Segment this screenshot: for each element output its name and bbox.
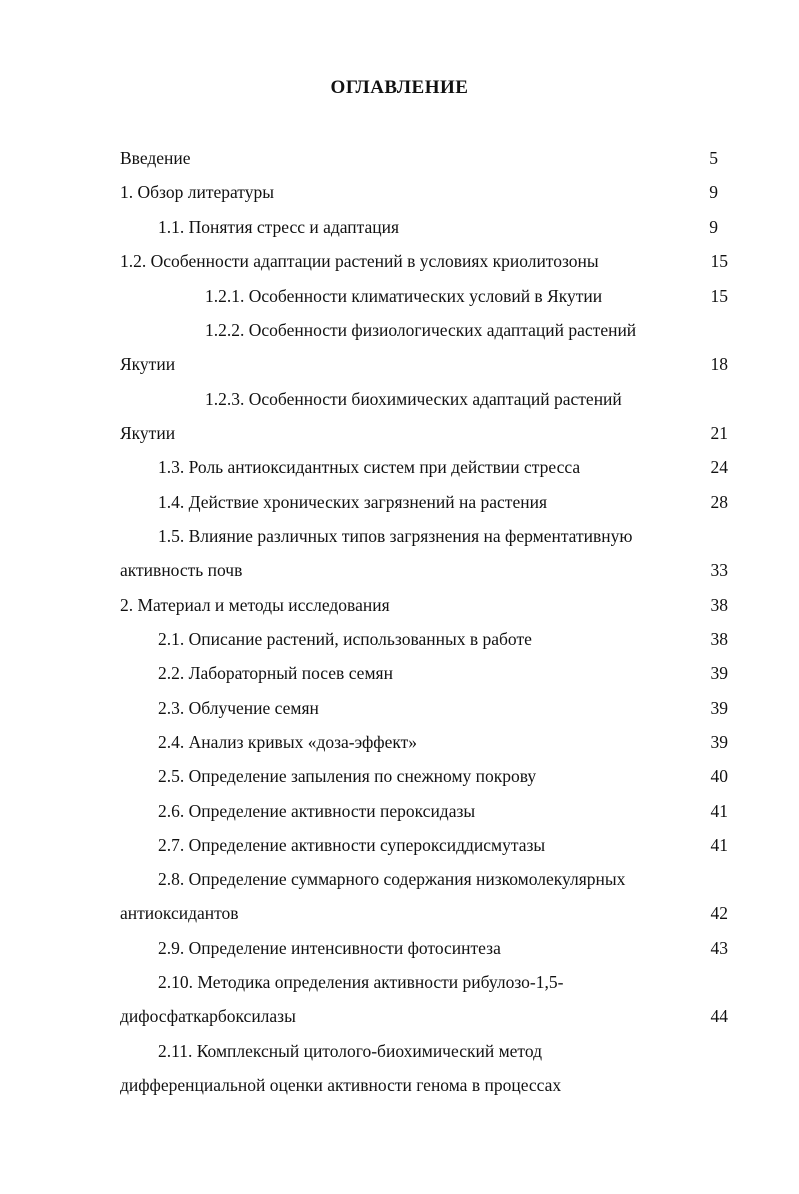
toc-entry-text: 1.2.2. Особенности физиологических адаптаций растений <box>205 320 637 340</box>
toc-entry-page: 5 <box>709 148 718 168</box>
toc-entry-text: 1. Обзор литературы <box>120 182 274 202</box>
toc-entry-text: 2.8. Определение суммарного содержания низкомолекулярных <box>158 869 626 889</box>
toc-entry-text: 2.2. Лабораторный посев семян <box>158 663 393 683</box>
toc-entry-text: 2.10. Методика определения активности рибулозо-1,5- <box>158 972 564 992</box>
toc-entry-page: 41 <box>710 801 728 821</box>
toc-entry-page: 33 <box>710 560 728 580</box>
toc-entry-page: 15 <box>710 286 728 306</box>
toc-entry-text: Введение <box>120 148 191 168</box>
toc-entry-text: 2.1. Описание растений, использованных в работе <box>158 629 532 649</box>
toc-entry-text: 2.11. Комплексный цитолого-биохимический метод <box>158 1041 542 1061</box>
toc-entry-text: дифференциальной оценки активности генома в процессах <box>120 1075 562 1095</box>
toc-entry-text: 2. Материал и методы исследования <box>120 595 390 615</box>
toc-entry-page: 15 <box>710 251 728 271</box>
toc-entry-page: 38 <box>710 629 728 649</box>
toc-entry-text: 1.2.3. Особенности биохимических адаптаций растений <box>205 389 622 409</box>
toc-entry-page: 44 <box>710 1006 728 1026</box>
toc-entry-text: 2.5. Определение запыления по снежному покрову <box>158 766 537 786</box>
toc-entry-page: 39 <box>710 663 728 683</box>
toc-entry-text: 1.2.1. Особенности климатических условий в Якутии <box>205 286 603 306</box>
toc-entry-page: 40 <box>710 766 728 786</box>
toc-entry-text: Якутии <box>120 354 176 374</box>
toc-entry-text: 2.3. Облучение семян <box>158 698 319 718</box>
page-title: ОГЛАВЛЕНИЕ <box>330 77 469 98</box>
toc-entry-page: 18 <box>710 354 728 374</box>
toc-entry-text: Якутии <box>120 423 176 443</box>
toc-entry-text: 1.3. Роль антиоксидантных систем при действии стресса <box>158 457 581 477</box>
toc-entry-page: 24 <box>710 457 728 477</box>
toc-entry-text: 1.2. Особенности адаптации растений в условиях криолитозоны <box>120 251 599 271</box>
toc-entry-text: активность почв <box>120 560 243 580</box>
toc-entry-page: 38 <box>710 595 728 615</box>
toc-entry-page: 9 <box>709 182 718 202</box>
toc-entry-text: 2.4. Анализ кривых «доза-эффект» <box>158 732 418 752</box>
toc-entry-page: 39 <box>710 698 728 718</box>
toc-entry-text: антиоксидантов <box>120 903 239 923</box>
toc-entry-page: 43 <box>710 938 728 958</box>
toc-entry-text: 1.5. Влияние различных типов загрязнения на ферментативную <box>158 526 633 546</box>
toc-entry-text: 2.9. Определение интенсивности фотосинтеза <box>158 938 501 958</box>
toc-entry-page: 21 <box>710 423 728 443</box>
toc-entry-text: 2.6. Определение активности пероксидазы <box>158 801 476 821</box>
toc-entry-text: дифосфаткарбоксилазы <box>120 1006 296 1026</box>
toc-entry-page: 9 <box>709 217 718 237</box>
toc-entry-text: 1.4. Действие хронических загрязнений на растения <box>158 492 547 512</box>
toc-entry-text: 1.1. Понятия стресс и адаптация <box>158 217 400 237</box>
toc-entry-text: 2.7. Определение активности супероксиддисмутазы <box>158 835 546 855</box>
toc-entry-page: 39 <box>710 732 728 752</box>
toc-entry-page: 42 <box>710 903 728 923</box>
toc-entry-page: 41 <box>710 835 728 855</box>
toc-entry-page: 28 <box>710 492 728 512</box>
